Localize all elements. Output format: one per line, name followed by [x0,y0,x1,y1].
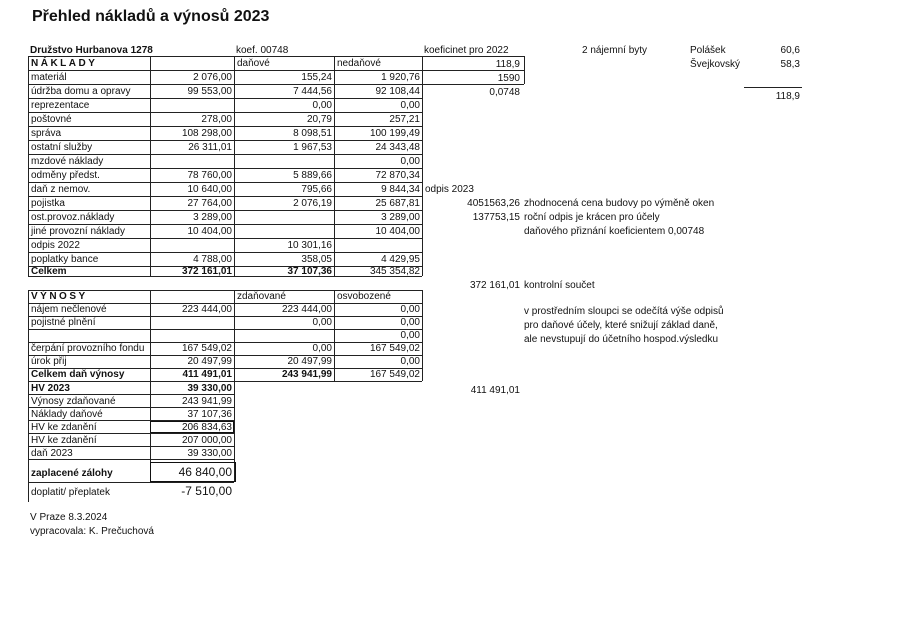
naklady-row-label: daň z nemov. [31,184,91,195]
naklady-row-total: 27 764,00 [187,198,232,209]
naklady-row-total: 78 760,00 [187,170,232,181]
vynosy-row-zdan: 20 497,99 [287,356,332,367]
naklady-row-total: 10 404,00 [187,226,232,237]
grid-line [28,126,422,127]
grid-line [524,56,525,84]
value-0748: 0,0748 [489,87,520,98]
grid-line [28,154,422,155]
naklady-row-nedanove: 1 920,76 [381,72,420,83]
naklady-row-total: 278,00 [201,114,232,125]
naklady-total-total: 372 161,01 [181,266,232,277]
grid-line [28,224,422,225]
koef-label: koef. 00748 [236,45,289,56]
naklady-row-label: poplatky bance [31,254,99,265]
naklady-total-nedanove: 345 354,82 [369,266,420,277]
koef-2022-label: koeficinet pro 2022 [424,45,509,56]
hv-value: 39 330,00 [187,448,232,459]
grid-line [28,56,29,276]
grid-line [28,70,524,71]
grid-line [28,482,234,483]
vynosy-row-total: 20 497,99 [187,356,232,367]
vynosy-row-label: čerpání provozního fondu [31,343,145,354]
hv-label: daň 2023 [31,448,73,459]
sum-line [744,87,802,88]
vynosy-total-osv: 167 549,02 [369,369,420,380]
odpis-value-1: 4051563,26 [467,198,520,209]
odpis-text-1: zhodnocená cena budovy po výměně oken [524,198,715,209]
col-osvobozene: osvobozené [337,291,391,302]
vynosy-total-total: 411 491,01 [182,369,232,380]
naklady-row-total: 2 076,00 [193,72,232,83]
naklady-row-danove: 8 098,51 [293,128,332,139]
vynosy-row-zdan: 223 444,00 [281,304,332,315]
vynosy-heading: VÝNOSY [31,291,88,302]
hv-label: zaplacené zálohy [31,468,113,479]
vynosy-row-osv: 0,00 [400,330,420,341]
hv-label: doplatit/ přeplatek [31,487,110,498]
naklady-total-label: Celkem [31,266,67,277]
owner-value: 60,6 [780,45,800,56]
author: vypracovala: K. Prečuchová [30,526,154,537]
hv-value: -7 510,00 [181,484,232,498]
vynosy-row-label: pojistné plnění [31,317,96,328]
owner-name: Polášek [690,45,726,56]
naklady-row-total: 26 311,01 [188,142,232,153]
naklady-row-label: materiál [31,72,67,83]
col-danove: daňové [237,58,270,69]
grid-line [422,290,423,381]
naklady-row-nedanove: 4 429,95 [381,254,420,265]
hv-value: 207 000,00 [181,435,232,446]
vynosy-row-osv: 0,00 [400,304,420,315]
grid-line [28,56,524,57]
naklady-row-danove: 20,79 [306,114,332,125]
naklady-row-label: ostatní služby [31,142,93,153]
kontrol-label: kontrolní součet [524,280,595,291]
grid-line [28,84,524,85]
kontrol-value: 372 161,01 [469,280,520,291]
vynosy-note-line: v prostředním sloupci se odečítá výše odpisů [524,306,724,317]
naklady-row-nedanove: 24 343,48 [375,142,420,153]
grid-line [28,196,422,197]
naklady-row-label: odpis 2022 [31,240,80,251]
col-nedanove: nedaňové [337,58,381,69]
vynosy-kontrol-value: 411 491,01 [470,385,520,396]
vynosy-row-zdan: 0,00 [312,343,332,354]
grid-line [28,433,234,434]
odpis-label: odpis 2023 [425,184,474,195]
naklady-total-danove: 37 107,36 [287,266,332,277]
naklady-row-danove: 358,05 [301,254,332,265]
naklady-row-total: 4 788,00 [193,254,232,265]
grid-line [28,290,29,502]
grid-line [28,394,234,395]
odpis-value-2: 137753,15 [472,212,520,223]
vynosy-total-zdan: 243 941,99 [281,369,332,380]
naklady-row-nedanove: 25 687,81 [375,198,420,209]
grid-line [28,407,234,408]
vynosy-total-label: Celkem daň výnosy [31,369,125,380]
naklady-row-nedanove: 0,00 [400,100,420,111]
col-zdanovane: zdaňované [237,291,286,302]
grid-line [28,459,234,460]
naklady-row-nedanove: 9 844,34 [381,184,420,195]
naklady-row-label: ost.provoz.náklady [31,212,115,223]
vynosy-row-osv: 167 549,02 [369,343,420,354]
koef-2022-value: 118,9 [495,59,520,70]
naklady-row-nedanove: 0,00 [400,156,420,167]
grid-line [28,210,422,211]
vynosy-note-line: ale nevstupují do účetního hospod.výsledku [524,334,719,345]
grid-line [28,168,422,169]
naklady-row-label: odměny předst. [31,170,100,181]
naklady-row-nedanove: 92 108,44 [375,86,420,97]
vynosy-row-total: 223 444,00 [181,304,232,315]
naklady-row-label: mzdové náklady [31,156,104,167]
vynosy-row-osv: 0,00 [400,356,420,367]
naklady-row-label: správa [31,128,62,139]
grid-line [28,140,422,141]
vynosy-row-total: 167 549,02 [181,343,232,354]
naklady-row-total: 99 553,00 [187,86,232,97]
naklady-row-danove: 155,24 [301,72,332,83]
vynosy-row-zdan: 0,00 [312,317,332,328]
grid-line [422,56,423,276]
naklady-row-total: 108 298,00 [181,128,232,139]
naklady-heading: NÁKLADY [31,58,98,69]
naklady-row-danove: 2 076,19 [293,198,332,209]
hv-label: HV ke zdanění [31,422,97,433]
hv-value: 46 840,00 [178,465,232,479]
grid-line [28,446,234,447]
hv-label: Náklady daňové [31,409,103,420]
owner-value: 58,3 [780,59,800,70]
page-title: Přehled nákladů a výnosů 2023 [32,8,270,25]
hv-value: 206 834,63 [181,422,232,433]
grid-line [28,112,422,113]
vynosy-note-line: pro daňové účely, které snižují základ daně, [524,320,718,331]
hv-value: 39 330,00 [187,383,232,394]
naklady-row-label: údržba domu a opravy [31,86,131,97]
hv-label: Výnosy zdaňované [31,396,116,407]
naklady-row-label: poštovné [31,114,72,125]
grid-line [28,98,422,99]
hv-label: HV 2023 [31,383,70,394]
naklady-row-nedanove: 3 289,00 [381,212,420,223]
owners-sum: 118,9 [775,91,800,102]
naklady-row-danove: 7 444,56 [293,86,332,97]
naklady-row-nedanove: 72 870,34 [375,170,420,181]
naklady-row-danove: 795,66 [301,184,332,195]
naklady-row-danove: 0,00 [312,100,332,111]
naklady-row-nedanove: 100 199,49 [369,128,420,139]
byty-label: 2 nájemní byty [582,45,648,56]
vynosy-row-label: úrok přij [31,356,67,367]
owner-name: Švejkovský [690,59,741,70]
company-name: Družstvo Hurbanova 1278 [30,45,153,56]
naklady-row-nedanove: 257,21 [389,114,420,125]
naklady-row-danove: 5 889,66 [293,170,332,181]
place-date: V Praze 8.3.2024 [30,512,108,523]
odpis-text-2: roční odpis je krácen pro účely [524,212,660,223]
naklady-row-label: reprezentace [31,100,90,111]
grid-line [28,182,422,183]
naklady-row-danove: 10 301,16 [287,240,332,251]
hv-value: 243 941,99 [181,396,232,407]
naklady-row-nedanove: 10 404,00 [375,226,420,237]
value-1590: 1590 [497,73,520,84]
grid-line [28,238,422,239]
grid-line [28,381,422,382]
hv-label: HV ke zdanění [31,435,97,446]
naklady-row-total: 3 289,00 [193,212,232,223]
odpis-text-3: daňového přiznání koeficientem 0,00748 [524,226,705,237]
vynosy-row-label: nájem nečlenové [31,304,107,315]
naklady-row-label: jiné provozní náklady [31,226,125,237]
naklady-row-label: pojistka [31,198,65,209]
grid-line [28,252,422,253]
naklady-row-danove: 1 967,53 [293,142,332,153]
naklady-row-total: 10 640,00 [187,184,232,195]
hv-value: 37 107,36 [187,409,232,420]
vynosy-row-osv: 0,00 [400,317,420,328]
